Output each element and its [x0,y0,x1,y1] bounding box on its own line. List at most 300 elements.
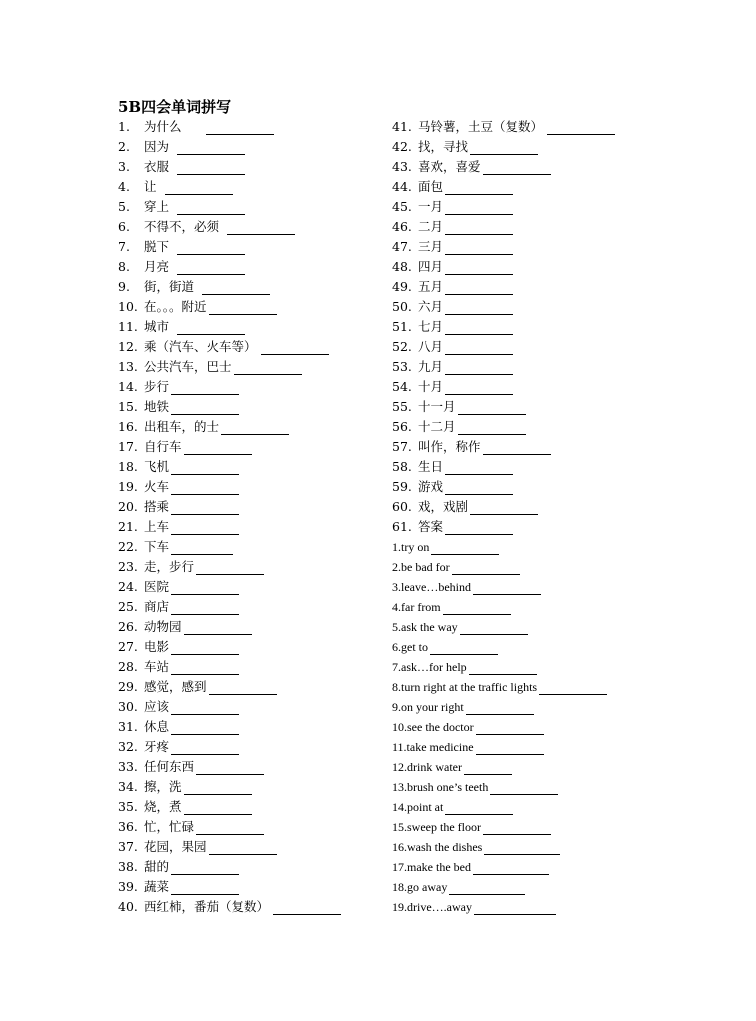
item-number: 51. [392,319,412,334]
vocab-item [392,737,712,757]
item-text: 步行 [144,379,170,394]
item-text: 6.get to [392,640,428,654]
vocab-item [392,837,712,857]
item-text: 街，街道 [144,279,195,294]
item-text: 脱下 [144,239,170,254]
vocab-item [392,697,712,717]
answer-blank[interactable] [171,540,233,555]
vocab-item [392,857,712,877]
answer-blank[interactable] [177,200,245,215]
item-number: 26. [118,619,138,634]
item-number: 49. [392,279,412,294]
item-number: 2. [118,139,130,154]
item-number: 11. [118,319,138,334]
answer-blank[interactable] [171,520,239,535]
vocab-item [392,257,712,277]
item-text: 1.try on [392,540,430,554]
answer-blank[interactable] [177,160,245,175]
answer-blank[interactable] [196,820,264,835]
vocab-item [118,837,380,857]
item-text: 花园，果园 [144,839,207,854]
item-number: 60. [392,499,412,514]
answer-blank[interactable] [483,440,551,455]
answer-blank[interactable] [445,380,513,395]
vocab-item [118,797,380,817]
answer-blank[interactable] [445,800,513,815]
item-text: 医院 [144,579,170,594]
vocab-item [392,237,712,257]
vocab-item [118,437,380,457]
answer-blank[interactable] [171,400,239,415]
answer-blank[interactable] [171,600,239,615]
vocab-item [118,337,380,357]
item-number: 38. [118,859,138,874]
item-number: 32. [118,739,138,754]
item-text: 休息 [144,719,170,734]
item-text: 在。。。附近 [144,299,207,314]
vocab-item [118,657,380,677]
item-number: 55. [392,399,412,414]
item-number: 18. [118,459,138,474]
item-number: 4. [118,179,130,194]
vocab-item [392,817,712,837]
item-text: 10.see the doctor [392,720,474,734]
item-text: 7.ask…for help [392,660,467,674]
item-number: 1. [118,119,130,134]
vocab-item [118,317,380,337]
answer-blank[interactable] [171,640,239,655]
item-text: 四月 [418,259,444,274]
item-number: 47. [392,239,412,254]
vocab-item [118,277,380,297]
vocab-item [118,457,380,477]
vocab-item [118,897,380,917]
vocab-item [392,877,712,897]
item-text: 九月 [418,359,444,374]
answer-blank[interactable] [171,380,239,395]
item-number: 31. [118,719,138,734]
item-number: 37. [118,839,138,854]
vocab-item [118,677,380,697]
vocab-item [118,477,380,497]
item-text: 不得不，必须 [144,219,220,234]
item-text: 走，步行 [144,559,195,574]
vocab-item [392,337,712,357]
answer-blank[interactable] [460,620,528,635]
item-text: 17.make the bed [392,860,471,874]
vocab-item [118,757,380,777]
item-text: 11.take medicine [392,740,474,754]
item-text: 地铁 [144,399,170,414]
vocab-item [118,377,380,397]
item-number: 45. [392,199,412,214]
vocab-item [392,517,712,537]
answer-blank[interactable] [458,420,526,435]
answer-blank[interactable] [476,720,544,735]
vocab-item [392,217,712,237]
item-text: 马铃薯，土豆（复数） [418,119,544,134]
item-number: 41. [392,119,412,134]
item-text: 西红柿，番茄（复数） [144,899,270,914]
answer-blank[interactable] [445,360,513,375]
item-text: 擦，洗 [144,779,182,794]
answer-blank[interactable] [445,320,513,335]
vocab-item [392,137,712,157]
item-text: 2.be bad for [392,560,450,574]
item-number: 21. [118,519,138,534]
vocab-item [118,257,380,277]
vocab-item [392,317,712,337]
answer-blank[interactable] [184,800,252,815]
item-number: 36. [118,819,138,834]
answer-blank[interactable] [171,580,239,595]
answer-blank[interactable] [221,420,289,435]
answer-blank[interactable] [474,900,556,915]
vocab-item [392,497,712,517]
item-text: 穿上 [144,199,170,214]
answer-blank[interactable] [171,660,239,675]
item-text: 让 [144,179,157,194]
vocab-item [392,777,712,797]
vocab-item [392,197,712,217]
answer-blank[interactable] [473,860,549,875]
item-text: 生日 [418,459,444,474]
item-text: 19.drive….away [392,900,472,914]
vocab-item [118,397,380,417]
answer-blank[interactable] [470,500,538,515]
item-number: 43. [392,159,412,174]
vocab-item [392,717,712,737]
answer-blank[interactable] [196,560,264,575]
item-text: 十一月 [418,399,456,414]
item-number: 50. [392,299,412,314]
answer-blank[interactable] [445,240,513,255]
item-number: 54. [392,379,412,394]
vocab-item [118,637,380,657]
vocab-item [118,777,380,797]
item-text: 自行车 [144,439,182,454]
item-number: 15. [118,399,138,414]
item-text: 烧，煮 [144,799,182,814]
vocab-item [392,397,712,417]
answer-blank[interactable] [184,440,252,455]
vocab-item [392,597,712,617]
item-number: 27. [118,639,138,654]
answer-blank[interactable] [171,500,239,515]
item-text: 15.sweep the floor [392,820,481,834]
vocab-item [392,457,712,477]
vocab-item [392,437,712,457]
item-text: 面包 [418,179,444,194]
item-text: 16.wash the dishes [392,840,483,854]
item-number: 46. [392,219,412,234]
answer-blank[interactable] [445,280,513,295]
item-number: 6. [118,219,130,234]
item-number: 22. [118,539,138,554]
answer-blank[interactable] [177,240,245,255]
item-number: 39. [118,879,138,894]
vocab-item [392,477,712,497]
item-number: 9. [118,279,130,294]
vocab-item [392,297,712,317]
answer-blank[interactable] [445,200,513,215]
vocab-item [118,517,380,537]
answer-blank[interactable] [445,480,513,495]
answer-blank[interactable] [445,180,513,195]
item-text: 4.far from [392,600,441,614]
item-text: 三月 [418,239,444,254]
vocab-item [392,897,712,917]
item-number: 28. [118,659,138,674]
item-text: 游戏 [418,479,444,494]
item-text: 十月 [418,379,444,394]
item-text: 为什么 [144,119,182,134]
item-number: 56. [392,419,412,434]
vocab-item [118,197,380,217]
answer-blank[interactable] [206,120,274,135]
answer-blank[interactable] [227,220,295,235]
left-column [118,117,380,917]
answer-blank[interactable] [209,300,277,315]
answer-blank[interactable] [458,400,526,415]
item-number: 35. [118,799,138,814]
answer-blank[interactable] [445,260,513,275]
item-text: 答案 [418,519,444,534]
answer-blank[interactable] [209,680,277,695]
item-text: 感觉，感到 [144,679,207,694]
vocab-item [392,677,712,697]
vocab-item [118,357,380,377]
vocab-item [118,697,380,717]
vocab-item [392,157,712,177]
item-text: 下车 [144,539,170,554]
item-number: 10. [118,299,138,314]
answer-blank[interactable] [165,180,233,195]
item-text: 七月 [418,319,444,334]
item-text: 蔬菜 [144,879,170,894]
answer-blank[interactable] [171,720,239,735]
answer-blank[interactable] [177,320,245,335]
answer-blank[interactable] [184,620,252,635]
item-text: 二月 [418,219,444,234]
item-number: 14. [118,379,138,394]
item-number: 8. [118,259,130,274]
item-text: 14.point at [392,800,444,814]
item-text: 18.go away [392,880,448,894]
item-text: 戏，戏剧 [418,499,469,514]
vocab-item [392,557,712,577]
vocab-item [118,877,380,897]
item-number: 33. [118,759,138,774]
item-text: 3.leave…behind [392,580,471,594]
answer-blank[interactable] [209,840,277,855]
answer-blank[interactable] [490,780,558,795]
item-number: 42. [392,139,412,154]
vocab-item [392,657,712,677]
vocab-item [392,797,712,817]
answer-blank[interactable] [184,780,252,795]
vocab-item [118,577,380,597]
item-number: 44. [392,179,412,194]
item-text: 火车 [144,479,170,494]
vocab-item [118,817,380,837]
item-number: 53. [392,359,412,374]
item-number: 12. [118,339,138,354]
worksheet-title: 5B四会单词拼写 [118,98,232,116]
answer-blank[interactable] [476,740,544,755]
answer-blank[interactable] [445,460,513,475]
right-column [392,117,712,917]
vocab-item [392,177,712,197]
item-number: 3. [118,159,130,174]
item-text: 因为 [144,139,170,154]
item-text: 上车 [144,519,170,534]
answer-blank[interactable] [261,340,329,355]
answer-blank[interactable] [202,280,270,295]
item-text: 应该 [144,699,170,714]
vocab-item [392,637,712,657]
item-text: 衣服 [144,159,170,174]
vocab-item [392,117,712,137]
item-text: 5.ask the way [392,620,458,634]
item-number: 17. [118,439,138,454]
item-number: 16. [118,419,138,434]
item-text: 忙，忙碌 [144,819,195,834]
item-text: 六月 [418,299,444,314]
answer-blank[interactable] [445,220,513,235]
item-text: 飞机 [144,459,170,474]
item-number: 61. [392,519,412,534]
item-text: 电影 [144,639,170,654]
item-number: 20. [118,499,138,514]
item-number: 59. [392,479,412,494]
item-number: 19. [118,479,138,494]
vocab-item [118,177,380,197]
vocab-item [118,237,380,257]
item-text: 叫作，称作 [418,439,481,454]
vocab-item [118,557,380,577]
item-text: 商店 [144,599,170,614]
answer-blank[interactable] [171,480,239,495]
item-number: 48. [392,259,412,274]
vocab-item [392,577,712,597]
answer-blank[interactable] [171,860,239,875]
vocab-item [392,757,712,777]
vocab-item [118,737,380,757]
answer-blank[interactable] [171,460,239,475]
item-text: 出租车，的士 [144,419,220,434]
answer-blank[interactable] [484,840,560,855]
vocab-item [118,497,380,517]
vocab-item [392,417,712,437]
item-text: 甜的 [144,859,170,874]
item-number: 5. [118,199,130,214]
item-number: 7. [118,239,130,254]
answer-blank[interactable] [466,700,534,715]
answer-blank[interactable] [483,160,551,175]
vocab-item [118,137,380,157]
item-number: 25. [118,599,138,614]
item-text: 十二月 [418,419,456,434]
vocab-item [392,537,712,557]
vocab-item [118,297,380,317]
item-text: 任何东西 [144,759,195,774]
vocab-item [118,717,380,737]
item-text: 车站 [144,659,170,674]
item-text: 搭乘 [144,499,170,514]
answer-blank[interactable] [234,360,302,375]
vocab-item [392,617,712,637]
item-number: 13. [118,359,138,374]
item-text: 喜欢，喜爱 [418,159,481,174]
answer-blank[interactable] [470,140,538,155]
answer-blank[interactable] [547,120,615,135]
answer-blank[interactable] [469,660,537,675]
answer-blank[interactable] [483,820,551,835]
item-text: 牙疼 [144,739,170,754]
item-number: 23. [118,559,138,574]
answer-blank[interactable] [443,600,511,615]
item-number: 57. [392,439,412,454]
answer-blank[interactable] [273,900,341,915]
vocab-item [118,617,380,637]
answer-blank[interactable] [452,560,520,575]
vocab-item [118,857,380,877]
vocab-item [118,537,380,557]
item-number: 40. [118,899,138,914]
item-number: 52. [392,339,412,354]
vocab-item [118,597,380,617]
answer-blank[interactable] [430,640,498,655]
item-text: 动物园 [144,619,182,634]
answer-blank[interactable] [171,700,239,715]
item-text: 8.turn right at the traffic lights [392,680,538,694]
item-number: 24. [118,579,138,594]
answer-blank[interactable] [464,760,512,775]
answer-blank[interactable] [445,300,513,315]
vocab-item [118,157,380,177]
item-number: 29. [118,679,138,694]
item-text: 八月 [418,339,444,354]
item-text: 城市 [144,319,170,334]
answer-blank[interactable] [539,680,607,695]
item-text: 一月 [418,199,444,214]
answer-blank[interactable] [445,340,513,355]
item-number: 58. [392,459,412,474]
vocab-item [118,417,380,437]
answer-blank[interactable] [431,540,499,555]
answer-blank[interactable] [473,580,541,595]
vocab-item [392,357,712,377]
answer-blank[interactable] [177,140,245,155]
item-text: 13.brush one’s teeth [392,780,489,794]
answer-blank[interactable] [171,880,239,895]
answer-blank[interactable] [196,760,264,775]
vocab-item [392,277,712,297]
vocab-item [392,377,712,397]
answer-blank[interactable] [177,260,245,275]
answer-blank[interactable] [445,520,513,535]
answer-blank[interactable] [171,740,239,755]
vocab-item [118,117,380,137]
item-text: 12.drink water [392,760,462,774]
item-text: 五月 [418,279,444,294]
item-text: 找，寻找 [418,139,469,154]
answer-blank[interactable] [449,880,525,895]
vocab-item [118,217,380,237]
item-text: 公共汽车，巴士 [144,359,232,374]
item-text: 9.on your right [392,700,464,714]
